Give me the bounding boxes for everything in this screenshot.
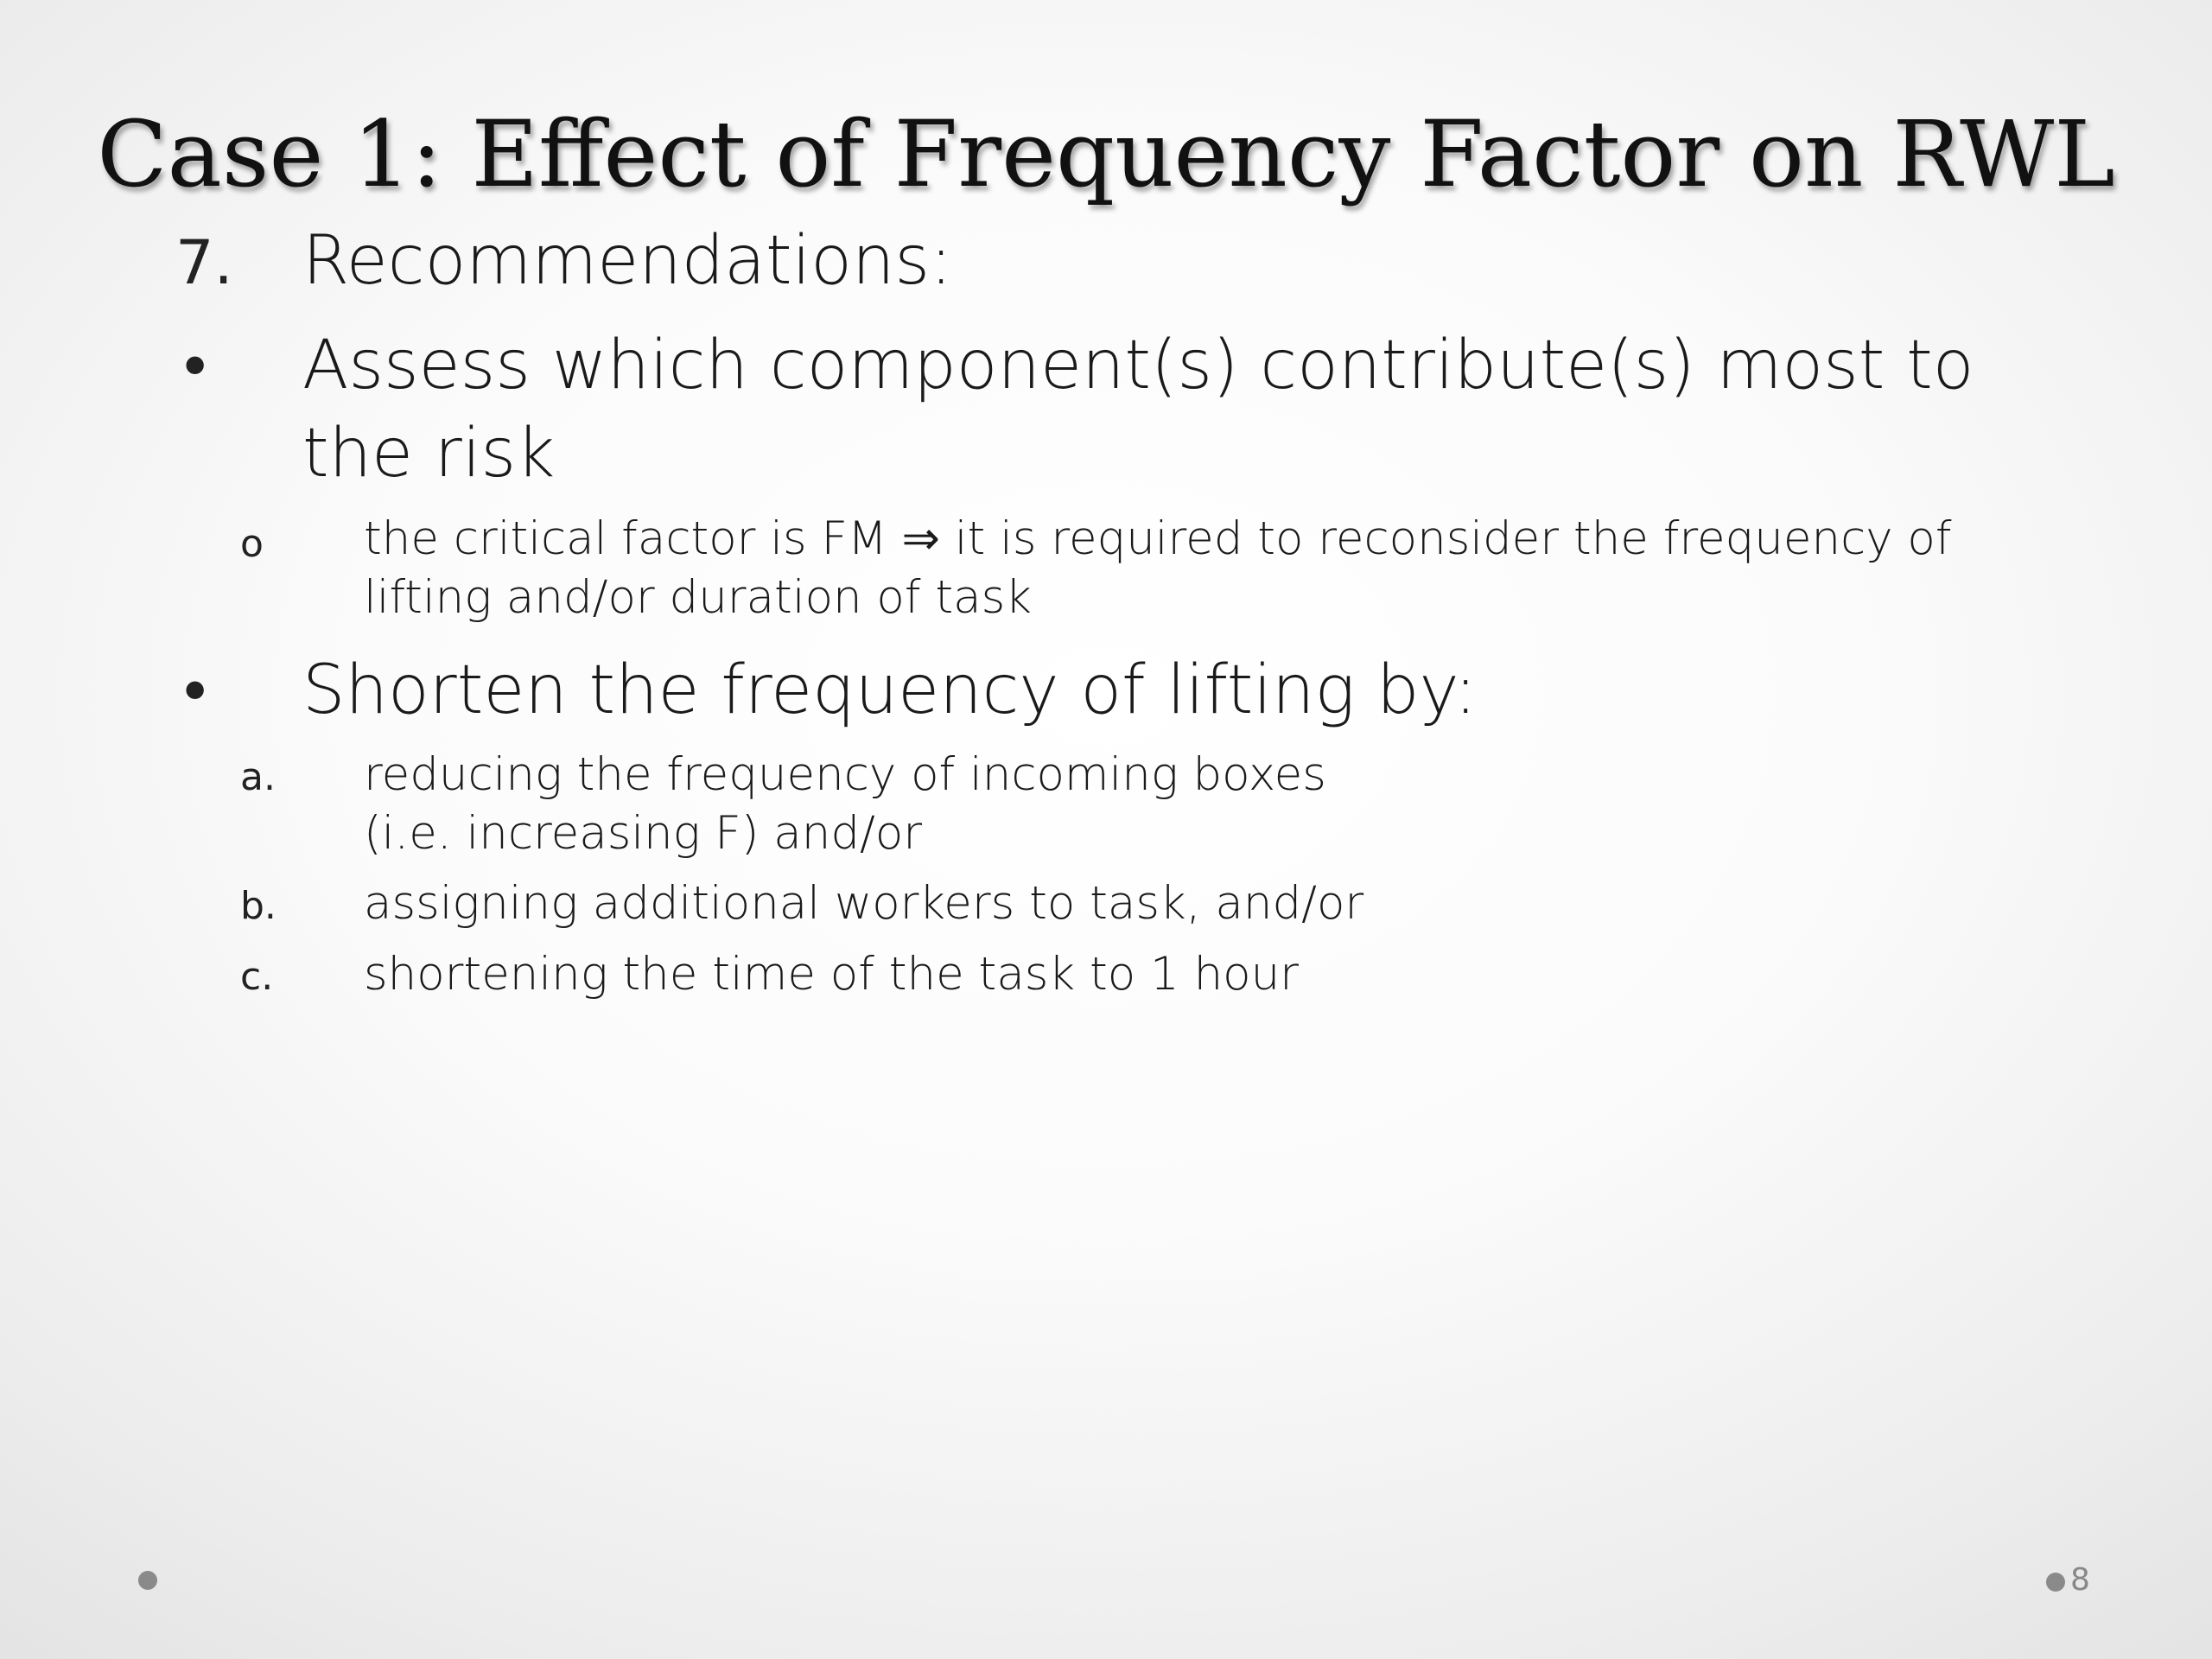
footer-right-dot [2046, 1573, 2065, 1592]
sub-bullet-marker: o [240, 522, 264, 566]
list-item-line-1: assigning additional workers to task, and/or [364, 877, 1364, 930]
list-item-line-1: shortening the time of the task to 1 hour [364, 948, 1299, 1001]
section-heading: Recommendations: [302, 222, 953, 300]
sub-bullet-line-1: the critical factor is FM ⇒ it is required to reconsider the frequency of [364, 512, 1952, 565]
list-item-line-1: reducing the frequency of incoming boxes [364, 748, 1326, 801]
footer-left-dot [138, 1571, 157, 1590]
sub-bullet-line-2: lifting and/or duration of task [364, 571, 1032, 624]
page-number: 8 [2070, 1562, 2090, 1598]
bullet-marker: • [177, 657, 213, 728]
slide-title: Case 1: Effect of Frequency Factor on RWL [97, 101, 2115, 208]
list-item-marker: c. [240, 955, 274, 999]
list-item-marker: b. [240, 884, 276, 928]
bullet-line-1: Shorten the frequency of lifting by: [302, 652, 1478, 729]
bullet-marker: • [177, 332, 213, 403]
list-item-marker: a. [240, 755, 276, 799]
bullet-line-1: Assess which component(s) contribute(s) most to [302, 327, 1974, 404]
list-item-line-2: (i.e. increasing F) and/or [364, 807, 923, 860]
section-number: 7. [175, 227, 233, 298]
bullet-line-2: the risk [302, 415, 556, 493]
